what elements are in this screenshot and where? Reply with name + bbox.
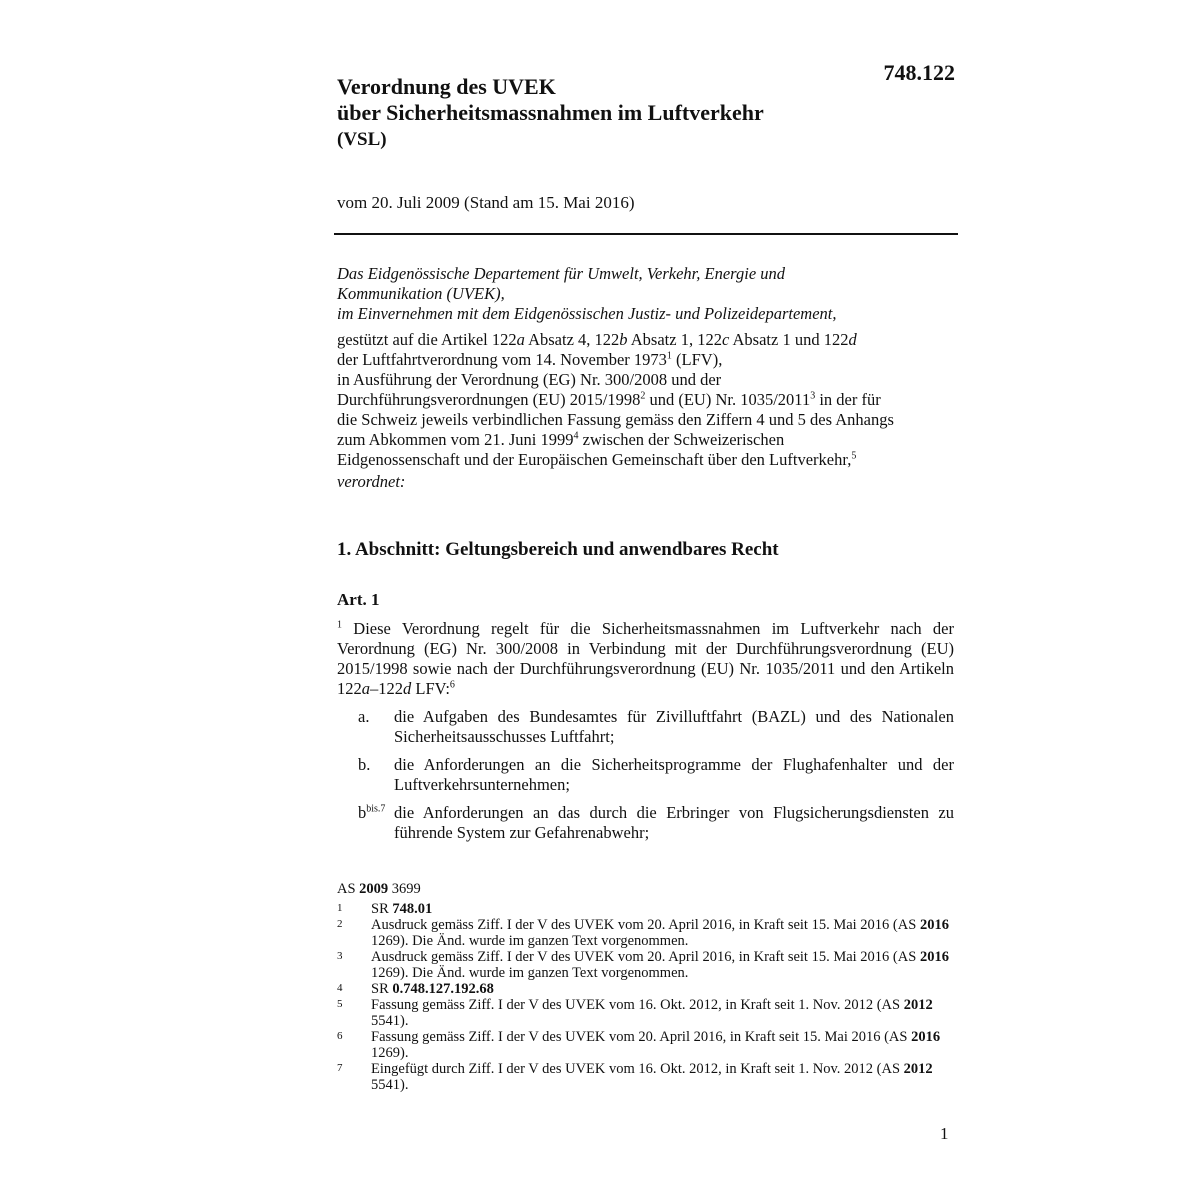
sr-number: 748.122: [883, 60, 955, 85]
paragraph-number: 1: [337, 619, 342, 631]
footnote: [337, 901, 957, 917]
authority-line-3: im Einvernehmen mit dem Eidgenössischen Justiz- und Polizeidepartement,: [337, 304, 837, 323]
footnote-ref[interactable]: 5: [851, 450, 857, 462]
footnotes: [337, 901, 957, 1093]
footnote-ref[interactable]: 2: [640, 390, 646, 402]
page-number: 1: [940, 1124, 949, 1143]
footnote-number: 2: [337, 918, 343, 930]
list-text: die Anforderungen an die Sicherheitsprogramme der Flughafenhalter und der Luftverkehrsunternehmen;: [394, 755, 954, 794]
article-list: [337, 707, 954, 851]
footnote-number: 7: [337, 1062, 343, 1074]
enactment-date: vom 20. Juli 2009 (Stand am 15. Mai 2016): [337, 193, 635, 212]
legal-basis-line-3: in Ausführung der Verordnung (EG) Nr. 300/2008 und der: [337, 370, 722, 389]
authority-line-2: Kommunikation (UVEK),: [337, 284, 505, 303]
footnote-text: Ausdruck gemäss Ziff. I der V des UVEK vom 20. April 2016, in Kraft seit 15. Mai 2016 (AS 2016 1269). Die Änd. wurde im ganzen Text vorgenommen.: [371, 949, 949, 981]
footnote: [337, 1029, 957, 1061]
footnote-text: Ausdruck gemäss Ziff. I der V des UVEK vom 20. April 2016, in Kraft seit 15. Mai 2016 (AS 2016 1269). Die Änd. wurde im ganzen Text vorgenommen.: [371, 917, 949, 949]
footnote-text: SR 748.01: [371, 901, 433, 917]
list-marker: a.: [358, 707, 370, 726]
list-text: die Aufgaben des Bundesamtes für Zivilluftfahrt (BAZL) und des Nationalen Sicherheitsausschusses Luftfahrt;: [394, 707, 954, 746]
footnote: [337, 981, 957, 997]
footnote-number: 1: [337, 902, 343, 914]
abbreviation: (VSL): [337, 129, 387, 150]
legal-basis-line-4: Durchführungsverordnungen (EU) 2015/1998$^2$ und (EU) Nr. 1035/2011$^3$ in der für: [337, 390, 881, 409]
preamble: [337, 264, 957, 492]
footnote: [337, 1061, 957, 1093]
footnote-number: 5: [337, 998, 343, 1010]
article-heading: Art. 1: [337, 590, 380, 609]
header-rule: [334, 233, 958, 235]
legal-basis-line-1: gestützt auf die Artikel 122a Absatz 4, 122b Absatz 1, 122c Absatz 1 und 122d: [337, 330, 857, 349]
footnote: [337, 997, 957, 1029]
section-heading: 1. Abschnitt: Geltungsbereich und anwendbares Recht: [337, 539, 779, 560]
footnote-number: 4: [337, 982, 343, 994]
list-item: [337, 707, 954, 747]
footnote-text: Eingefügt durch Ziff. I der V des UVEK vom 16. Okt. 2012, in Kraft seit 1. Nov. 2012 (AS 2012 5541).: [371, 1061, 933, 1093]
list-text: die Anforderungen an das durch die Erbringer von Flugsicherungsdiensten zu führende System zur Gefahrenabwehr;: [394, 803, 954, 842]
footnote: [337, 917, 957, 949]
footnote: [337, 949, 957, 981]
footnote-ref[interactable]: 3: [810, 390, 816, 402]
footnote-text: Fassung gemäss Ziff. I der V des UVEK vom 16. Okt. 2012, in Kraft seit 1. Nov. 2012 (AS 2012 5541).: [371, 997, 933, 1029]
title-line-1: Verordnung des UVEK: [337, 74, 556, 99]
footnote-number: 6: [337, 1030, 343, 1042]
authority-line-1: Das Eidgenössische Departement für Umwelt, Verkehr, Energie und: [337, 264, 786, 283]
footnote-ref[interactable]: 1: [666, 350, 672, 362]
legal-basis-line-5: die Schweiz jeweils verbindlichen Fassung gemäss den Ziffern 4 und 5 des Anhangs: [337, 410, 894, 429]
list-item: [337, 755, 954, 795]
document-title: [337, 74, 857, 126]
footnote-text: SR 0.748.127.192.68: [371, 981, 494, 997]
legal-basis-line-7: Eidgenossenschaft und der Europäischen Gemeinschaft über den Luftverkehr,$^5$: [337, 450, 857, 469]
official-collection-ref: AS 2009 3699: [337, 881, 421, 897]
legal-basis-line-6: zum Abkommen vom 21. Juni 1999$^4$ zwischen der Schweizerischen: [337, 430, 785, 449]
article-paragraph: $^1$ Diese Verordnung regelt für die Sicherheitsmassnahmen im Luftverkehr nach der Verordnung (EG) Nr. 300/2008 in Verbindung mit der Durchführungsverordnung (EU) 2015/1998 sowie nach der Durchführungsverordnung (EU) Nr. 1035/2011 und den Artikeln 122a–122d LFV:$^6$: [337, 619, 954, 698]
list-marker: b.: [358, 755, 371, 774]
list-marker: $b^{bis.7}$: [358, 803, 386, 822]
enacting-verb: verordnet:: [337, 472, 406, 491]
legal-basis-line-2: der Luftfahrtverordnung vom 14. November 1973$^1$ (LFV),: [337, 350, 723, 369]
footnote-ref[interactable]: 6: [449, 679, 455, 691]
footnote-ref[interactable]: .7: [377, 803, 386, 815]
footnote-text: Fassung gemäss Ziff. I der V des UVEK vom 20. April 2016, in Kraft seit 15. Mai 2016 (AS 2016 1269).: [371, 1029, 941, 1061]
title-line-2: über Sicherheitsmassnahmen im Luftverkehr: [337, 100, 764, 125]
footnote-ref[interactable]: 4: [573, 430, 579, 442]
footnote-number: 3: [337, 950, 343, 962]
list-item: [337, 803, 954, 843]
